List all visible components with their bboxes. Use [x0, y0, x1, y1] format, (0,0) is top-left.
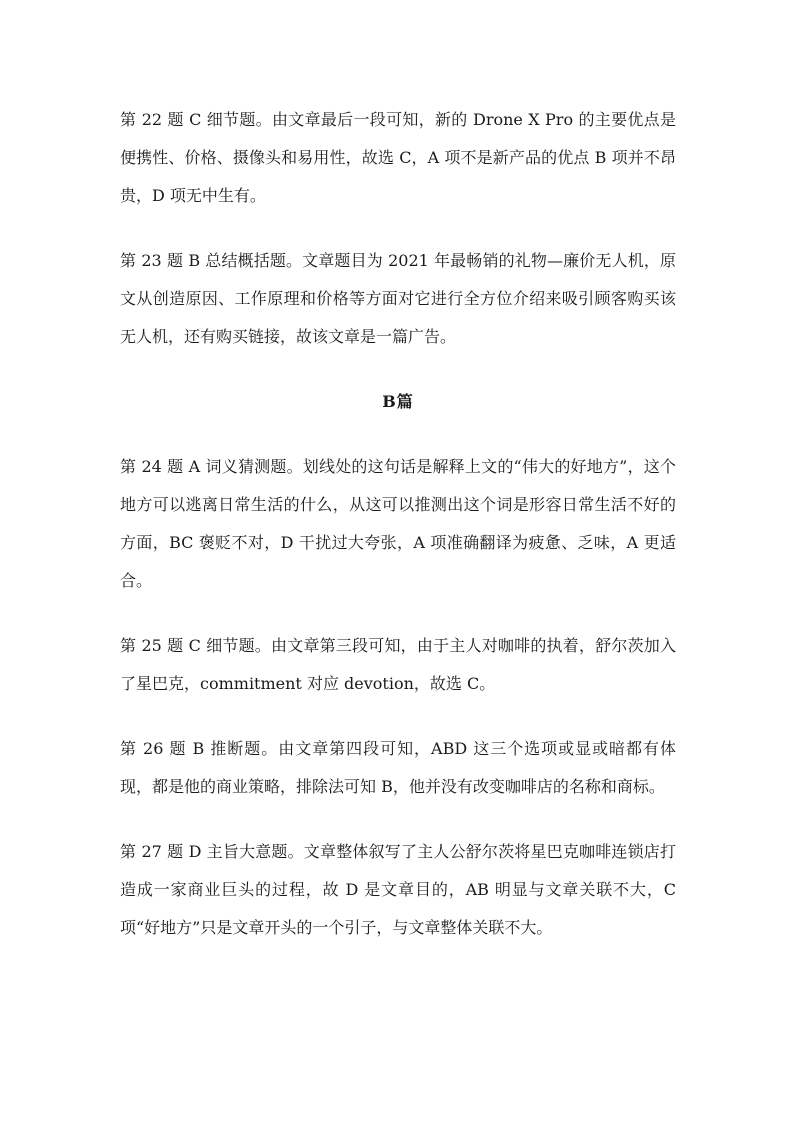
explanation-q26: 第 26 题 B 推断题。由文章第四段可知，ABD 这三个选项或显或暗都有体现，都是他的商业策略，排除法可知 B，他并没有改变咖啡店的名称和商标。 — [120, 739, 676, 796]
explanation-q27: 第 27 题 D 主旨大意题。文章整体叙写了主人公舒尔茨将星巴克咖啡连锁店打造成一家商业巨头的过程，故 D 是文章目的，AB 明显与文章关联不大，C 项“好地方”只是文章开头的一个引子，与文章整体关联不大。 — [120, 842, 676, 937]
explanation-q24: 第 24 题 A 词义猜测题。划线处的这句话是解释上文的“伟大的好地方”，这个地方可以逃离日常生活的什么，从这可以推测出这个词是形容日常生活不好的方面，BC 褒贬不对，D 干扰过大夸张，A 项准确翻译为疲惫、乏味，A 更适合。 — [120, 457, 676, 590]
explanation-q22: 第 22 题 C 细节题。由文章最后一段可知，新的 Drone X Pro 的主要优点是便携性、价格、摄像头和易用性，故选 C，A 项不是新产品的优点 B 项并不昂贵，D 项无中生有。 — [120, 110, 676, 205]
explanation-q25: 第 25 题 C 细节题。由文章第三段可知，由于主人对咖啡的执着，舒尔茨加入了星巴克，commitment 对应 devotion，故选 C。 — [120, 636, 676, 693]
answer-explanation-page — [120, 101, 676, 974]
explanation-q23: 第 23 题 B 总结概括题。文章题目为 2021 年最畅销的礼物—廉价无人机，原文从创造原因、工作原理和价格等方面对它进行全方位介绍来吸引顾客购买该无人机，还有购买链接，故该文章是一篇广告。 — [120, 251, 676, 346]
section-b-title: B篇 — [382, 392, 414, 411]
